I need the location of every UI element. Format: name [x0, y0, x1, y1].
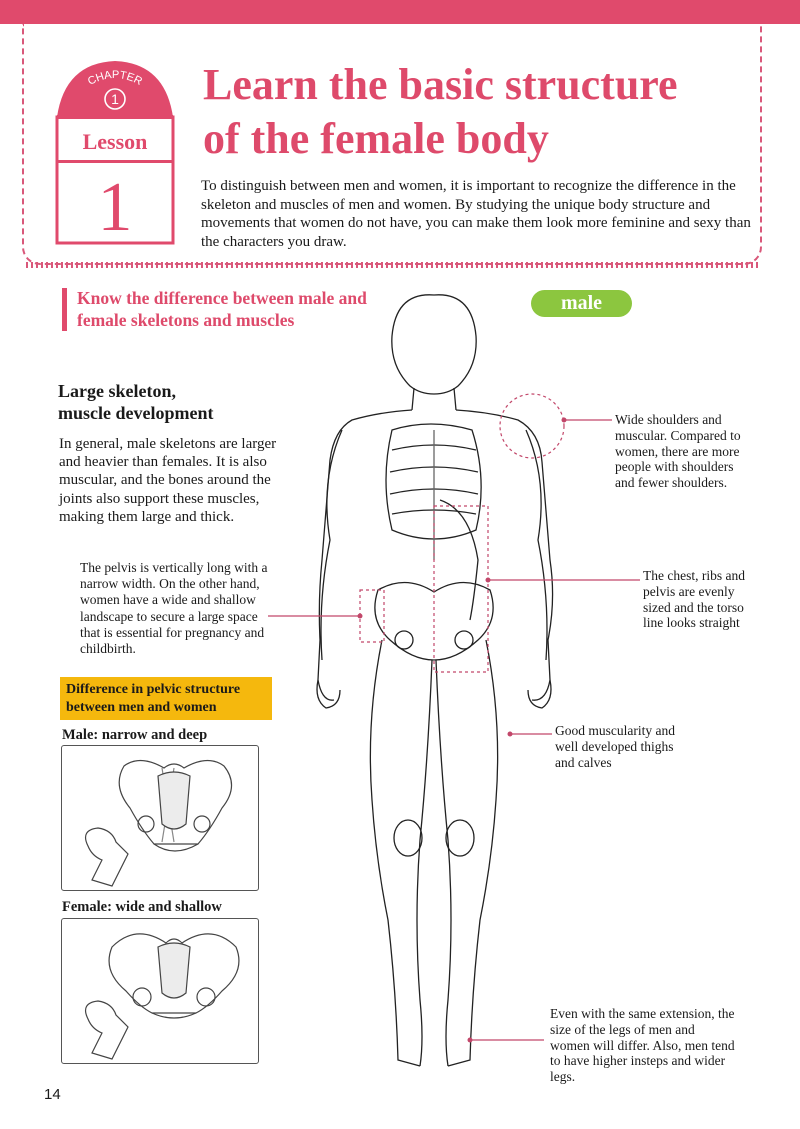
subheading-line-1: Large skeleton, [58, 381, 176, 401]
annotation-dots [358, 418, 567, 1043]
pelvis-note: The pelvis is vertically long with a narrow width. On the other hand, women have a wide and shallow landscape to secure a large space that is essential for pregnancy and childbirth. [80, 560, 268, 657]
male-pelvis-drawing [62, 746, 260, 892]
chapter-label: CHAPTER [85, 68, 145, 88]
lesson-label: Lesson [82, 129, 148, 154]
female-pelvis-drawing [62, 919, 260, 1065]
page-number: 14 [44, 1086, 61, 1103]
chapter-lesson-badge [55, 55, 175, 245]
female-pelvis-caption: Female: wide and shallow [62, 899, 222, 915]
male-badge: male [531, 290, 632, 317]
title-line-2: of the female body [203, 114, 549, 163]
annotation-shoulders: Wide shoulders and muscular. Compared to women, there are more people with shoulders and fewer shoulders. [615, 412, 741, 491]
annotation-legs: Even with the same extension, the size of the legs of men and women will differ. Also, men tend to have higher insteps and wider legs. [550, 1006, 735, 1085]
section-heading: Know the difference between male and female skeletons and muscles [62, 288, 367, 331]
section-subheading [58, 380, 318, 424]
annotation-thighs: Good muscularity and well developed thighs and calves [555, 723, 675, 770]
figure-outline [317, 295, 553, 1066]
annotation-leaders [268, 394, 640, 1040]
lesson-number: 1 [97, 169, 133, 245]
top-accent-bar [0, 0, 800, 24]
badge-graphic [55, 55, 175, 245]
subheading-line-2: muscle development [58, 403, 214, 423]
header-divider [26, 262, 760, 268]
female-pelvis-illustration [61, 918, 259, 1064]
male-pelvis-illustration [61, 745, 259, 891]
title-line-1: Learn the basic structure [203, 60, 678, 109]
page-title [203, 58, 763, 166]
annotation-torso: The chest, ribs and pelvis are evenly sized and the torso line looks straight [643, 568, 745, 631]
male-pelvis-caption: Male: narrow and deep [62, 727, 208, 743]
chapter-number: 1 [111, 91, 119, 107]
pelvis-box-title: Difference in pelvic structure between men and women [60, 677, 272, 720]
body-paragraph: In general, male skeletons are larger and heavier than females. It is also muscular, and the bones around the joints also support these muscles, making them large and thick. [59, 436, 277, 525]
intro-paragraph: To distinguish between men and women, it is important to recognize the difference in the skeleton and muscles of men and women. By studying the unique body structure and movements that women do not have, you can make them look more feminine and sexy than the characters you draw. [201, 178, 751, 250]
